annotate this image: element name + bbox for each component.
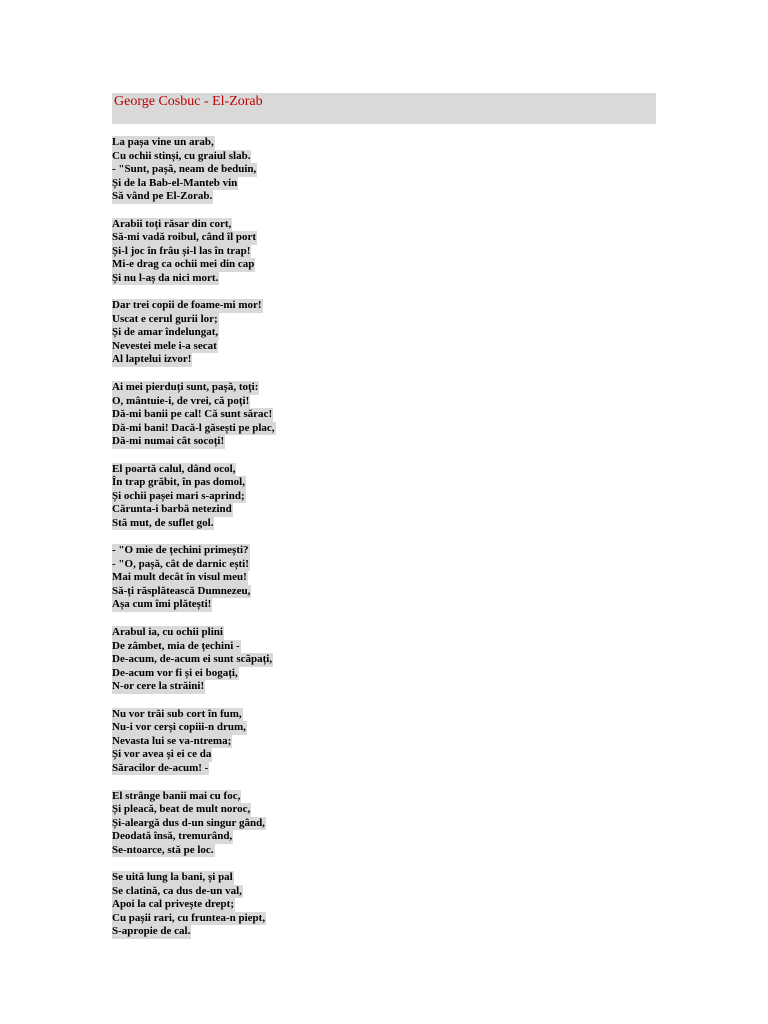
poem-line: Cu pașii rari, cu fruntea-n piept, bbox=[112, 911, 266, 924]
poem-line: Deodată însă, tremurând, bbox=[112, 830, 233, 842]
poem-line: O, mântuie-i, de vrei, că poți! bbox=[112, 394, 250, 407]
poem-line: Nu-i vor cerși copiii-n drum, bbox=[112, 721, 246, 734]
page-title: George Cosbuc - El-Zorab bbox=[114, 94, 263, 109]
poem-line: Arabii toți răsar din cort, bbox=[112, 217, 232, 230]
poem-line: El strânge banii mai cu foc, bbox=[112, 789, 241, 802]
poem-line: Ai mei pierduți sunt, pașă, toți: bbox=[112, 381, 259, 394]
poem-body bbox=[112, 136, 412, 953]
poem-line: De-acum, de-acum ei sunt scăpați, bbox=[112, 653, 273, 666]
poem-line: Nu vor trăi sub cort în fum, bbox=[112, 707, 242, 720]
poem-line: De-acum vor fi și ei bogați, bbox=[112, 666, 238, 679]
poem-line: Și de amar îndelungat, bbox=[112, 326, 219, 339]
poem-line: Așa cum îmi plătești! bbox=[112, 598, 212, 611]
poem-line: Nevasta lui se va-ntrema; bbox=[112, 734, 232, 747]
poem-line: Stă mut, de suflet gol. bbox=[112, 516, 214, 529]
poem-line: Săracilor de-acum! - bbox=[112, 761, 209, 774]
poem-line: Cu ochii stinși, cu graiul slab. bbox=[112, 149, 251, 162]
poem-line: Să-mi vadă roibul, când îl port bbox=[112, 231, 257, 244]
poem-line: Și-l joc în frâu și-l las în trap! bbox=[112, 244, 251, 257]
poem-line: Se clatină, ca dus de-un val, bbox=[112, 884, 242, 897]
stanza bbox=[112, 463, 412, 531]
poem-line: Și ochii pașei mari s-aprind; bbox=[112, 489, 245, 502]
poem-line: De zâmbet, mia de țechini - bbox=[112, 639, 240, 652]
poem-line: Dă-mi banii pe cal! Că sunt sărac! bbox=[112, 408, 273, 421]
stanza bbox=[112, 871, 412, 939]
poem-line: Și nu l-aș da nici mort. bbox=[112, 271, 219, 284]
poem-line: Și de la Bab-el-Manteb vin bbox=[112, 176, 238, 189]
poem-line: Să-ți răsplătească Dumnezeu, bbox=[112, 584, 251, 597]
poem-line: - "O, pașă, cât de darnic ești! bbox=[112, 557, 249, 570]
poem-line: N-or cere la străini! bbox=[112, 680, 205, 693]
stanza bbox=[112, 136, 412, 204]
poem-line: Arabul ia, cu ochii plini bbox=[112, 626, 223, 639]
poem-line: Mai mult decât în visul meu! bbox=[112, 571, 247, 584]
poem-line: Nevestei mele i-a secat bbox=[112, 339, 217, 352]
poem-line: Și vor avea și ei ce da bbox=[112, 748, 212, 761]
poem-line: Și pleacă, beat de mult noroc, bbox=[112, 803, 251, 815]
poem-line: El poartă calul, dând ocol, bbox=[112, 462, 236, 475]
poem-line: Uscat e cerul gurii lor; bbox=[112, 312, 218, 325]
poem-line: Cărunta-i barbă netezind bbox=[112, 503, 232, 516]
poem-line: Dă-mi bani! Dacă-l găsești pe plac, bbox=[112, 421, 275, 434]
poem-line: Și-aleargă dus d-un singur gând, bbox=[112, 816, 265, 829]
poem-line: Apoi la cal privește drept; bbox=[112, 898, 235, 911]
stanza bbox=[112, 708, 412, 776]
stanza bbox=[112, 544, 412, 612]
poem-line: Dă-mi numai cât socoți! bbox=[112, 435, 225, 448]
poem-line: În trap grăbit, în pas domol, bbox=[112, 476, 245, 489]
poem-line: S-apropie de cal. bbox=[112, 925, 191, 938]
poem-line: Se uită lung la bani, și pal bbox=[112, 871, 233, 884]
stanza bbox=[112, 299, 412, 367]
stanza bbox=[112, 790, 412, 858]
stanza bbox=[112, 626, 412, 694]
title-bar bbox=[112, 93, 656, 124]
stanza bbox=[112, 381, 412, 449]
poem-line: Al laptelui izvor! bbox=[112, 353, 192, 366]
poem-line: Să vând pe El-Zorab. bbox=[112, 190, 213, 202]
stanza bbox=[112, 218, 412, 286]
poem-line: Mi-e drag ca ochii mei din cap bbox=[112, 258, 255, 271]
poem-line: Dar trei copii de foame-mi mor! bbox=[112, 299, 262, 312]
poem-line: La pașa vine un arab, bbox=[112, 136, 214, 148]
poem-line: - "Sunt, pașă, neam de beduin, bbox=[112, 163, 257, 175]
poem-line: Se-ntoarce, stă pe loc. bbox=[112, 843, 214, 856]
poem-line: - "O mie de țechini primești? bbox=[112, 544, 249, 557]
